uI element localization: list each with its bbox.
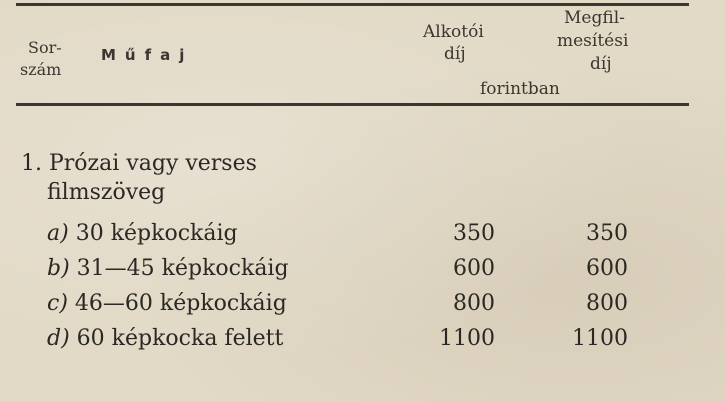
column-header-sorszam: Sor-	[28, 38, 62, 57]
row-text: 31—45 képkockáig	[76, 256, 289, 281]
table-row-label	[47, 291, 287, 317]
table-row-label	[47, 256, 289, 282]
table-cell-megfilmesitesi: 800	[586, 291, 628, 316]
table-cell-megfilmesitesi: 1100	[572, 326, 628, 351]
column-header-megfilmesitesi-cont2: díj	[590, 54, 612, 74]
row-text: 60 képkocka felett	[76, 326, 284, 351]
table-cell-alkotoi: 1100	[439, 326, 495, 351]
table-cell-alkotoi: 350	[453, 221, 495, 246]
row-letter: b)	[47, 256, 70, 281]
row-letter: c)	[47, 291, 68, 316]
row-text: 46—60 képkockáig	[74, 291, 287, 316]
table-cell-alkotoi: 600	[453, 256, 495, 281]
column-header-megfilmesitesi: Megfil-	[564, 8, 625, 28]
table-row-label	[47, 326, 283, 352]
column-header-alkotoi-cont: díj	[444, 44, 466, 64]
table-cell-alkotoi: 800	[453, 291, 495, 316]
header-rule	[16, 103, 689, 106]
top-rule	[16, 3, 689, 6]
unit-label: forintban	[480, 79, 560, 99]
column-header-alkotoi: Alkotói	[423, 22, 484, 42]
table-row-label	[47, 221, 238, 247]
table-cell-megfilmesitesi: 350	[586, 221, 628, 246]
section-title-cont: filmszöveg	[47, 180, 166, 205]
column-header-sorszam-cont: szám	[20, 60, 62, 79]
row-letter: d)	[47, 326, 70, 351]
column-header-mufaj: Műfaj	[101, 46, 194, 64]
row-letter: a)	[47, 221, 69, 246]
row-text: 30 képkockáig	[75, 221, 238, 246]
section-title: 1. Prózai vagy verses	[21, 151, 257, 176]
table-cell-megfilmesitesi: 600	[586, 256, 628, 281]
column-header-megfilmesitesi-cont: mesítési	[557, 31, 629, 51]
